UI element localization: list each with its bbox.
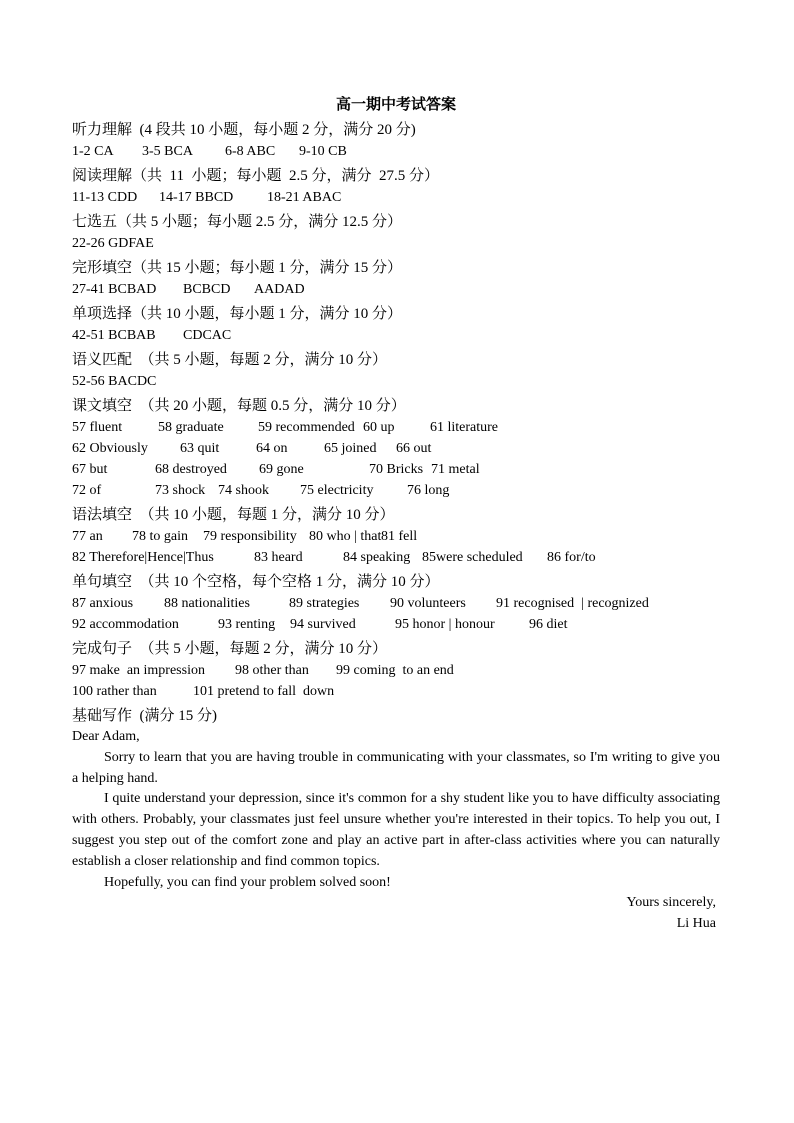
answer-item: 97 make an impression bbox=[72, 663, 205, 678]
answer-item: 95 honor | honour bbox=[395, 617, 495, 632]
answer-item: 59 recommended bbox=[258, 420, 355, 435]
answer-item: 6-8 ABC bbox=[225, 144, 276, 159]
answer-item: 73 shock bbox=[155, 483, 206, 498]
sample-letter bbox=[72, 727, 720, 893]
answer-section bbox=[72, 396, 720, 501]
answer-item: 91 recognised | recognized bbox=[496, 596, 649, 611]
answer-item: 77 an bbox=[72, 529, 103, 544]
section-heading: 完形填空（共 15 小题；每小题 1 分，满分 15 分） bbox=[72, 260, 403, 276]
section-heading: 课文填空 （共 20 小题，每题 0.5 分，满分 10 分） bbox=[72, 398, 406, 414]
answer-item: 86 for/to bbox=[547, 550, 596, 565]
answer-section bbox=[72, 212, 720, 254]
answer-section bbox=[72, 350, 720, 392]
letter-closing-block bbox=[72, 893, 720, 935]
answer-item: 101 pretend to fall down bbox=[193, 684, 335, 699]
letter-paragraph: I quite understand your depression, since it's common for a shy student like you to have difficulty associating with others. Probably, your classmates just feel unsure whether you're interested in their topics. To help you out, I suggest you step out of the comfort zone and play an active part in after-class activities where you can naturally establish a closer relationship and find common topics. bbox=[72, 791, 720, 869]
answer-row bbox=[72, 371, 720, 392]
answer-item: 76 long bbox=[407, 483, 450, 498]
answer-item: 99 coming to an end bbox=[336, 663, 454, 678]
answer-section bbox=[72, 120, 720, 162]
answer-item: 61 literature bbox=[430, 420, 499, 435]
answer-item: 81 fell bbox=[381, 529, 418, 544]
answer-item: 58 graduate bbox=[158, 420, 224, 435]
answer-section bbox=[72, 258, 720, 300]
answer-item: 9-10 CB bbox=[299, 144, 347, 159]
answer-item: 57 fluent bbox=[72, 420, 123, 435]
answer-item: 69 gone bbox=[259, 462, 304, 477]
answer-item: 42-51 BCBAB bbox=[72, 328, 156, 343]
answer-item: 83 heard bbox=[254, 550, 303, 565]
answer-item: 64 on bbox=[256, 441, 288, 456]
answer-row bbox=[72, 480, 720, 501]
answer-item: 74 shook bbox=[218, 483, 269, 498]
answer-item: 72 of bbox=[72, 483, 102, 498]
answer-item: 14-17 BBCD bbox=[159, 190, 234, 205]
answer-section bbox=[72, 639, 720, 702]
answer-section bbox=[72, 166, 720, 208]
answer-item: 1-2 CA bbox=[72, 144, 114, 159]
letter-paragraph: Sorry to learn that you are having trouble in communicating with your classmates, so I'm writing to give you a helping hand. bbox=[72, 749, 720, 786]
letter-signature: Li Hua bbox=[676, 916, 716, 932]
answer-item: BCBCD bbox=[183, 282, 231, 297]
section-heading: 七选五（共 5 小题；每小题 2.5 分，满分 12.5 分） bbox=[72, 214, 403, 230]
answer-row bbox=[72, 233, 720, 254]
answer-row bbox=[72, 325, 720, 346]
answer-item: 85were scheduled bbox=[422, 550, 523, 565]
writing-section bbox=[72, 706, 720, 935]
answer-row bbox=[72, 660, 720, 681]
answer-row bbox=[72, 459, 720, 480]
answer-key-page bbox=[72, 94, 720, 935]
answer-row bbox=[72, 614, 720, 635]
answer-item: 3-5 BCA bbox=[142, 144, 193, 159]
answer-item: 94 survived bbox=[290, 617, 356, 632]
letter-paragraph: Hopefully, you can find your problem solved soon! bbox=[104, 874, 391, 890]
answer-item: 93 renting bbox=[218, 617, 276, 632]
section-heading: 听力理解 (4 段共 10 小题，每小题 2 分，满分 20 分) bbox=[72, 122, 416, 138]
answer-item: 27-41 BCBAD bbox=[72, 282, 157, 297]
answer-row bbox=[72, 526, 720, 547]
answer-row bbox=[72, 547, 720, 568]
answer-section bbox=[72, 304, 720, 346]
answer-item: 62 Obviously bbox=[72, 441, 148, 456]
answer-item: 60 up bbox=[363, 420, 395, 435]
answer-row bbox=[72, 187, 720, 208]
answer-section bbox=[72, 572, 720, 635]
page-title: 高一期中考试答案 bbox=[335, 97, 456, 113]
answer-item: 65 joined bbox=[324, 441, 377, 456]
answer-item: 18-21 ABAC bbox=[267, 190, 342, 205]
answer-item: 66 out bbox=[396, 441, 432, 456]
answer-section bbox=[72, 505, 720, 568]
answer-item: 68 destroyed bbox=[155, 462, 227, 477]
section-heading: 单项选择（共 10 小题，每小题 1 分，满分 10 分） bbox=[72, 306, 403, 322]
letter-closing: Yours sincerely, bbox=[626, 895, 716, 911]
answer-item: 79 responsibility bbox=[203, 529, 297, 544]
answer-item: 78 to gain bbox=[132, 529, 188, 544]
writing-heading: 基础写作 (满分 15 分) bbox=[72, 708, 217, 724]
answer-item: 67 but bbox=[72, 462, 108, 477]
answer-item: 22-26 GDFAE bbox=[72, 236, 154, 251]
answer-item: 70 Bricks bbox=[369, 462, 424, 477]
answer-item: 98 other than bbox=[235, 663, 309, 678]
section-heading: 阅读理解（共 11 小题；每小题 2.5 分，满分 27.5 分） bbox=[72, 168, 439, 184]
answer-item: 80 who | that bbox=[309, 529, 382, 544]
answer-item: 100 rather than bbox=[72, 684, 157, 699]
answer-item: 82 Therefore|Hence|Thus bbox=[72, 550, 214, 565]
answer-row bbox=[72, 681, 720, 702]
answer-item: 96 diet bbox=[529, 617, 568, 632]
answer-item: 11-13 CDD bbox=[72, 190, 138, 205]
letter-salutation: Dear Adam, bbox=[72, 729, 140, 744]
answer-row bbox=[72, 438, 720, 459]
answer-item: AADAD bbox=[254, 282, 305, 297]
section-heading: 语法填空 （共 10 小题，每题 1 分，满分 10 分） bbox=[72, 507, 395, 523]
answer-item: 84 speaking bbox=[343, 550, 411, 565]
answer-sections bbox=[72, 120, 720, 702]
answer-row bbox=[72, 417, 720, 438]
answer-item: 52-56 BACDC bbox=[72, 374, 157, 389]
section-heading: 语义匹配 （共 5 小题，每题 2 分，满分 10 分） bbox=[72, 352, 388, 368]
answer-item: 92 accommodation bbox=[72, 617, 179, 632]
answer-item: 87 anxious bbox=[72, 596, 134, 611]
answer-item: CDCAC bbox=[183, 328, 232, 343]
answer-row bbox=[72, 279, 720, 300]
section-heading: 单句填空 （共 10 个空格，每个空格 1 分，满分 10 分） bbox=[72, 574, 440, 590]
section-heading: 完成句子 （共 5 小题，每题 2 分，满分 10 分） bbox=[72, 641, 388, 657]
answer-row bbox=[72, 141, 720, 162]
answer-item: 75 electricity bbox=[300, 483, 374, 498]
answer-item: 63 quit bbox=[180, 441, 220, 456]
answer-item: 71 metal bbox=[431, 462, 480, 477]
answer-item: 89 strategies bbox=[289, 596, 360, 611]
answer-row bbox=[72, 593, 720, 614]
answer-item: 90 volunteers bbox=[390, 596, 466, 611]
answer-item: 88 nationalities bbox=[164, 596, 250, 611]
